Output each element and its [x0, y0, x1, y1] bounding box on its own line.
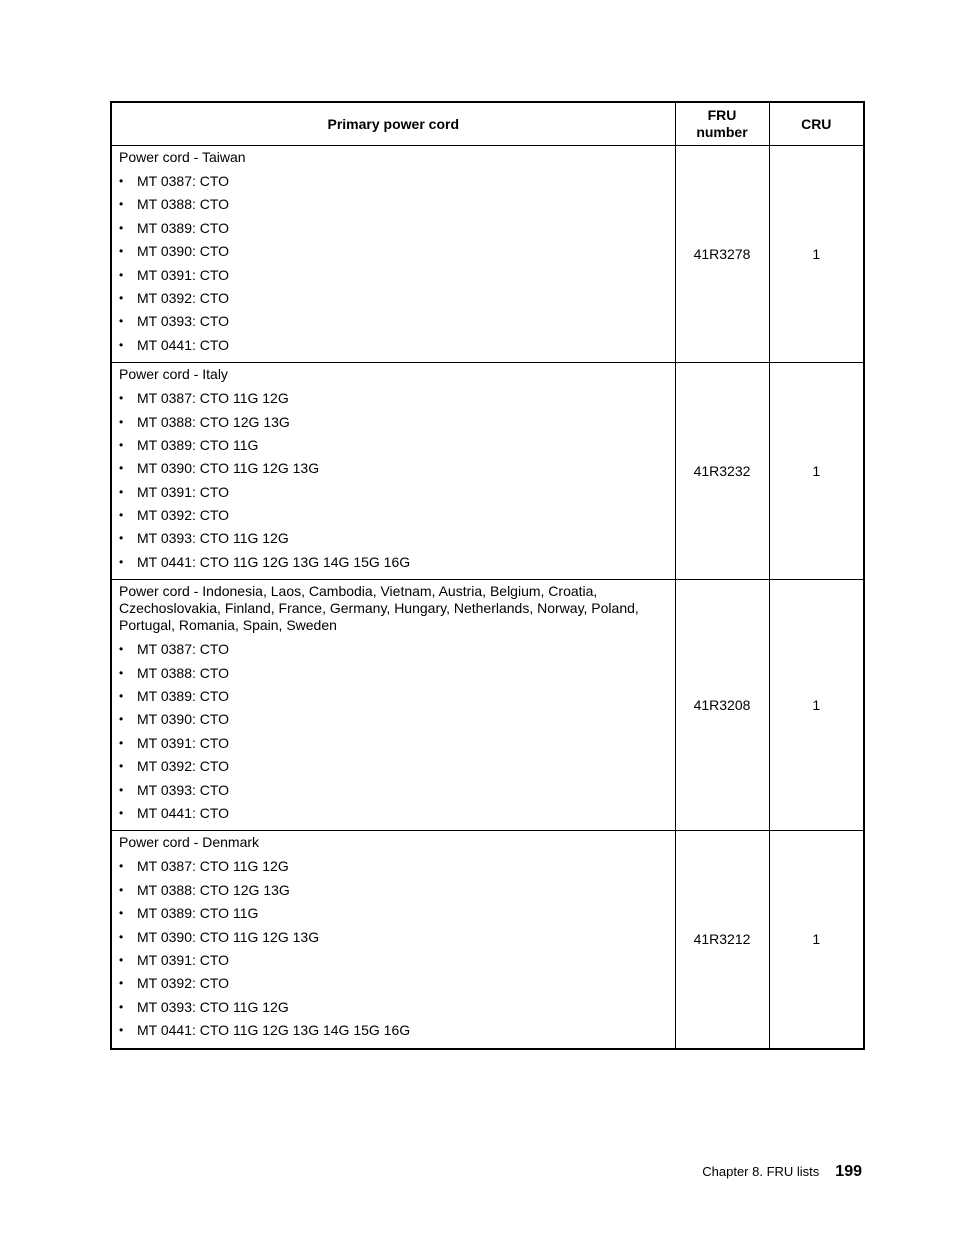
machine-type-text: MT 0393: CTO — [137, 781, 230, 798]
machine-type-text: MT 0441: CTO — [137, 336, 230, 353]
machine-type-text: MT 0388: CTO 12G 13G — [137, 881, 290, 898]
bullet-icon: • — [119, 337, 124, 352]
bullet-icon: • — [119, 759, 124, 774]
power-cord-description — [111, 146, 675, 363]
list-item — [119, 287, 667, 310]
bullet-icon: • — [119, 642, 124, 657]
bullet-icon: • — [119, 689, 124, 704]
machine-type-text: MT 0387: CTO 11G 12G — [137, 390, 289, 407]
page-number: 199 — [835, 1163, 862, 1180]
list-item — [119, 708, 667, 731]
power-cord-description — [111, 831, 675, 1049]
machine-type-text: MT 0390: CTO — [137, 711, 230, 728]
bullet-icon: • — [119, 859, 124, 874]
table-row — [111, 146, 864, 363]
machine-type-text: MT 0391: CTO — [137, 951, 230, 968]
machine-type-text: MT 0391: CTO — [137, 483, 230, 500]
cru-cell: 1 — [769, 580, 864, 831]
list-item — [119, 240, 667, 263]
list-item — [119, 310, 667, 333]
bullet-icon: • — [119, 1023, 124, 1038]
table-header-row — [111, 102, 864, 146]
machine-type-text: MT 0393: CTO — [137, 313, 230, 330]
list-item — [119, 755, 667, 778]
machine-type-text: MT 0390: CTO 11G 12G 13G — [137, 928, 320, 945]
machine-type-list — [119, 170, 667, 357]
bullet-icon: • — [119, 461, 124, 476]
chapter-label: Chapter 8. FRU lists — [702, 1164, 820, 1179]
list-item — [119, 685, 667, 708]
list-item — [119, 504, 667, 527]
bullet-icon: • — [119, 906, 124, 921]
list-item — [119, 334, 667, 357]
fru-number-cell: 41R3232 — [675, 363, 769, 580]
list-item — [119, 387, 667, 410]
machine-type-list — [119, 387, 667, 574]
cru-cell: 1 — [769, 146, 864, 363]
list-item — [119, 551, 667, 574]
list-item — [119, 996, 667, 1019]
fru-number-cell: 41R3208 — [675, 580, 769, 831]
list-item — [119, 217, 667, 240]
bullet-icon: • — [119, 882, 124, 897]
fru-number-cell: 41R3212 — [675, 831, 769, 1049]
machine-type-text: MT 0392: CTO — [137, 975, 230, 992]
list-item — [119, 902, 667, 925]
list-item — [119, 1019, 667, 1042]
bullet-icon: • — [119, 952, 124, 967]
machine-type-text: MT 0441: CTO 11G 12G 13G 14G 15G 16G — [137, 1022, 411, 1039]
table-row — [111, 831, 864, 1049]
bullet-icon: • — [119, 805, 124, 820]
power-cord-title: Power cord - Italy — [119, 366, 228, 383]
list-item — [119, 972, 667, 995]
bullet-icon: • — [119, 531, 124, 546]
list-item — [119, 926, 667, 949]
list-item — [119, 662, 667, 685]
header-primary-power-cord: Primary power cord — [111, 102, 675, 146]
list-item — [119, 802, 667, 825]
header-fru-number: FRU number — [675, 102, 769, 146]
bullet-icon: • — [119, 712, 124, 727]
machine-type-text: MT 0387: CTO — [137, 173, 230, 189]
list-item — [119, 779, 667, 802]
list-item — [119, 949, 667, 972]
machine-type-text: MT 0393: CTO 11G 12G — [137, 998, 289, 1015]
page-footer — [702, 1163, 862, 1181]
bullet-icon: • — [119, 267, 124, 282]
bullet-icon: • — [119, 735, 124, 750]
machine-type-text: MT 0390: CTO — [137, 243, 230, 260]
machine-type-text: MT 0388: CTO — [137, 196, 230, 213]
bullet-icon: • — [119, 484, 124, 499]
table-row — [111, 580, 864, 831]
machine-type-text: MT 0389: CTO — [137, 688, 230, 705]
bullet-icon: • — [119, 929, 124, 944]
list-item — [119, 527, 667, 550]
cru-cell: 1 — [769, 363, 864, 580]
bullet-icon: • — [119, 391, 124, 406]
power-cord-description — [111, 363, 675, 580]
power-cord-title: Power cord - Denmark — [119, 834, 260, 851]
list-item — [119, 264, 667, 287]
machine-type-text: MT 0392: CTO — [137, 507, 230, 524]
machine-type-text: MT 0387: CTO 11G 12G — [137, 858, 289, 875]
list-item — [119, 481, 667, 504]
list-item — [119, 457, 667, 480]
bullet-icon: • — [119, 976, 124, 991]
bullet-icon: • — [119, 220, 124, 235]
machine-type-list — [119, 638, 667, 825]
list-item — [119, 855, 667, 878]
bullet-icon: • — [119, 244, 124, 259]
machine-type-text: MT 0391: CTO — [137, 734, 230, 751]
bullet-icon: • — [119, 665, 124, 680]
power-cord-title: Power cord - Taiwan — [119, 149, 246, 165]
machine-type-text: MT 0390: CTO 11G 12G 13G — [137, 460, 320, 477]
machine-type-text: MT 0392: CTO — [137, 289, 230, 306]
bullet-icon: • — [119, 554, 124, 569]
machine-type-text: MT 0441: CTO 11G 12G 13G 14G 15G 16G — [137, 553, 411, 570]
bullet-icon: • — [119, 437, 124, 452]
fru-table — [110, 101, 865, 1050]
list-item — [119, 434, 667, 457]
machine-type-text: MT 0388: CTO 12G 13G — [137, 413, 290, 430]
list-item — [119, 638, 667, 661]
cru-cell: 1 — [769, 831, 864, 1049]
power-cord-description — [111, 580, 675, 831]
machine-type-text: MT 0388: CTO — [137, 664, 230, 681]
list-item — [119, 879, 667, 902]
fru-number-cell: 41R3278 — [675, 146, 769, 363]
machine-type-list — [119, 855, 667, 1042]
bullet-icon: • — [119, 314, 124, 329]
machine-type-text: MT 0392: CTO — [137, 758, 230, 775]
bullet-icon: • — [119, 174, 124, 188]
header-cru: CRU — [769, 102, 864, 146]
list-item — [119, 193, 667, 216]
power-cord-title: Power cord - Indonesia, Laos, Cambodia, Vietnam, Austria, Belgium, Croatia, Czechoslovakia, Finland, France, Germany, Hungary, Netherlands, Norway, Poland, Portugal, Romania, Spain, Sweden — [119, 583, 639, 634]
machine-type-text: MT 0387: CTO — [137, 641, 230, 658]
bullet-icon: • — [119, 414, 124, 429]
bullet-icon: • — [119, 197, 124, 212]
machine-type-text: MT 0391: CTO — [137, 266, 230, 283]
bullet-icon: • — [119, 999, 124, 1014]
machine-type-text: MT 0441: CTO — [137, 804, 230, 821]
list-item — [119, 411, 667, 434]
bullet-icon: • — [119, 508, 124, 523]
machine-type-text: MT 0393: CTO 11G 12G — [137, 530, 289, 547]
table-body — [111, 146, 864, 1049]
bullet-icon: • — [119, 290, 124, 305]
table-row — [111, 363, 864, 580]
machine-type-text: MT 0389: CTO 11G — [137, 436, 259, 453]
machine-type-text: MT 0389: CTO 11G — [137, 905, 259, 922]
list-item — [119, 732, 667, 755]
bullet-icon: • — [119, 782, 124, 797]
list-item — [119, 170, 667, 193]
machine-type-text: MT 0389: CTO — [137, 219, 230, 236]
